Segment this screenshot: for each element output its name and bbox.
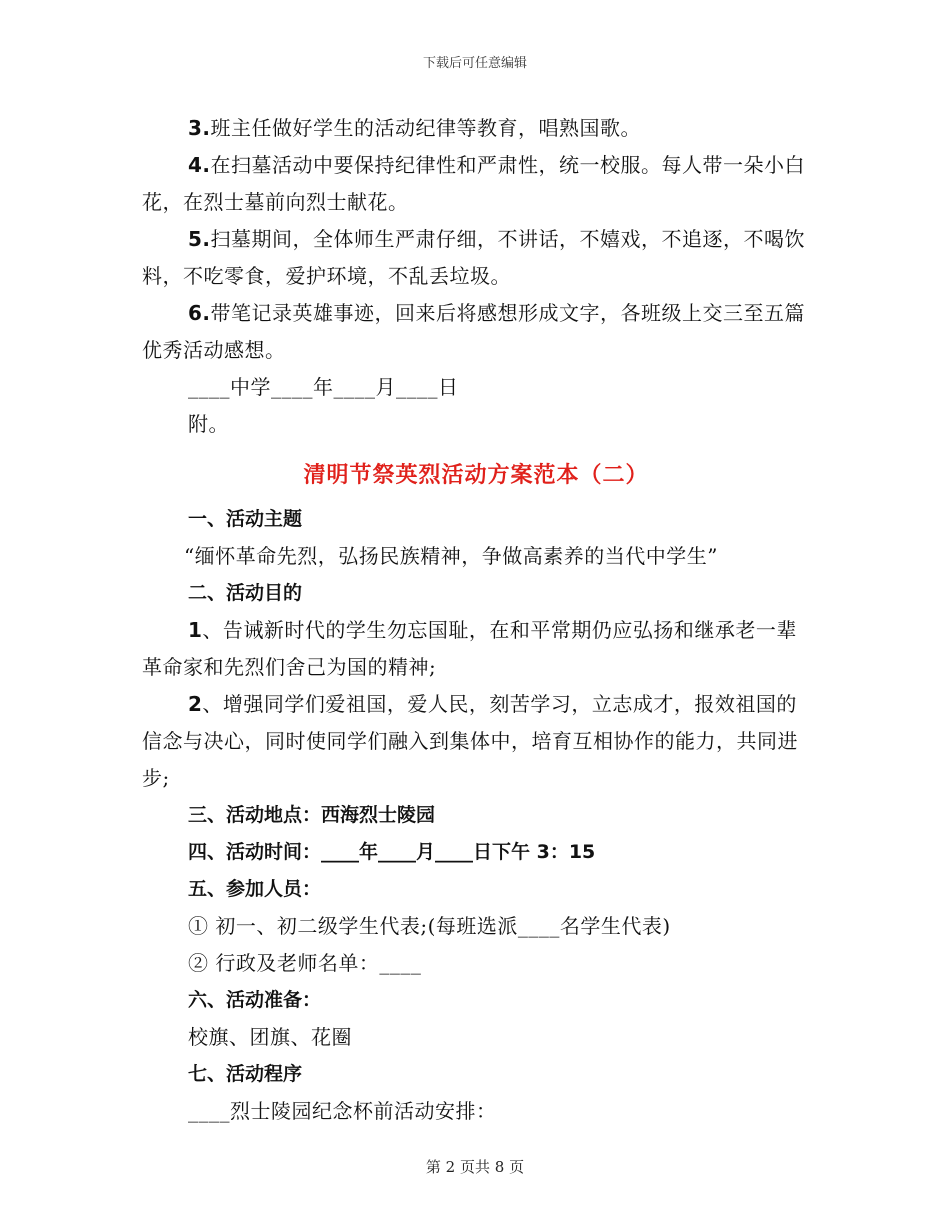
item-number: 4. [188,153,211,177]
procedure-text: ____烈士陵园纪念杯前活动安排： [188,1099,497,1123]
paragraph-text: 扫墓期间，全体师生严肃仔细，不讲话，不嬉戏，不追逐，不喝饮料，不吃零食，爱护环境，不乱丢垃圾。 [142,227,806,288]
heading-purpose: 二、活动目的 [188,582,303,604]
paragraph-text: 带笔记录英雄事迹，回来后将感想形成文字，各班级上交三至五篇优秀活动感想。 [142,301,806,362]
paragraph-text: 、告诫新时代的学生勿忘国耻，在和平常期仍应弘扬和继承老一辈革命家和先烈们舍己为国的精神; [142,618,797,679]
heading-participants: 五、参加人员： [188,878,322,900]
heading-preparation: 六、活动准备： [188,989,322,1011]
item-number: 6. [188,301,211,325]
item-number: 5. [188,227,211,251]
purpose-2 [142,686,810,797]
purpose-1 [142,612,810,686]
paragraph-3 [142,110,810,147]
attachment-note: 附。 [188,412,229,436]
item-number: 2 [188,692,203,716]
document-body [142,110,810,1130]
item-number: 3. [188,116,211,140]
paragraph-text: 在扫墓活动中要保持纪律性和严肃性，统一校服。每人带一朵小白花，在烈士墓前向烈士献花。 [142,153,806,214]
participants-1: ① 初一、初二级学生代表;(每班选派____名学生代表) [188,914,671,938]
paragraph-text: 班主任做好学生的活动纪律等教育，唱熟国歌。 [210,116,642,140]
paragraph-6 [142,295,810,369]
theme-text: “缅怀革命先烈，弘扬民族精神，争做高素养的当代中学生” [184,544,718,568]
participants-2: ② 行政及老师名单：____ [188,951,422,975]
page-header: 下载后可任意编辑 [422,56,527,71]
preparation-text: 校旗、团旗、花圈 [188,1025,352,1049]
paragraph-4 [142,147,810,221]
signature-line: ____中学____年____月____日 [188,375,459,399]
heading-location: 三、活动地点：西海烈士陵园 [188,804,436,826]
section-title: 清明节祭英烈活动方案范本（二） [303,463,649,488]
heading-procedure: 七、活动程序 [188,1063,303,1085]
heading-theme: 一、活动主题 [188,508,303,530]
item-number: 1 [188,618,203,642]
paragraph-5 [142,221,810,295]
page-footer: 第 2 页共 8 页 [425,1158,525,1176]
heading-time: 四、活动时间：____年____月____日下午 3：15 [188,841,596,863]
paragraph-text: 、增强同学们爱祖国，爱人民，刻苦学习，立志成才，报效祖国的信念与决心，同时使同学们融入到集体中，培育互相协作的能力，共同进步; [142,692,798,790]
